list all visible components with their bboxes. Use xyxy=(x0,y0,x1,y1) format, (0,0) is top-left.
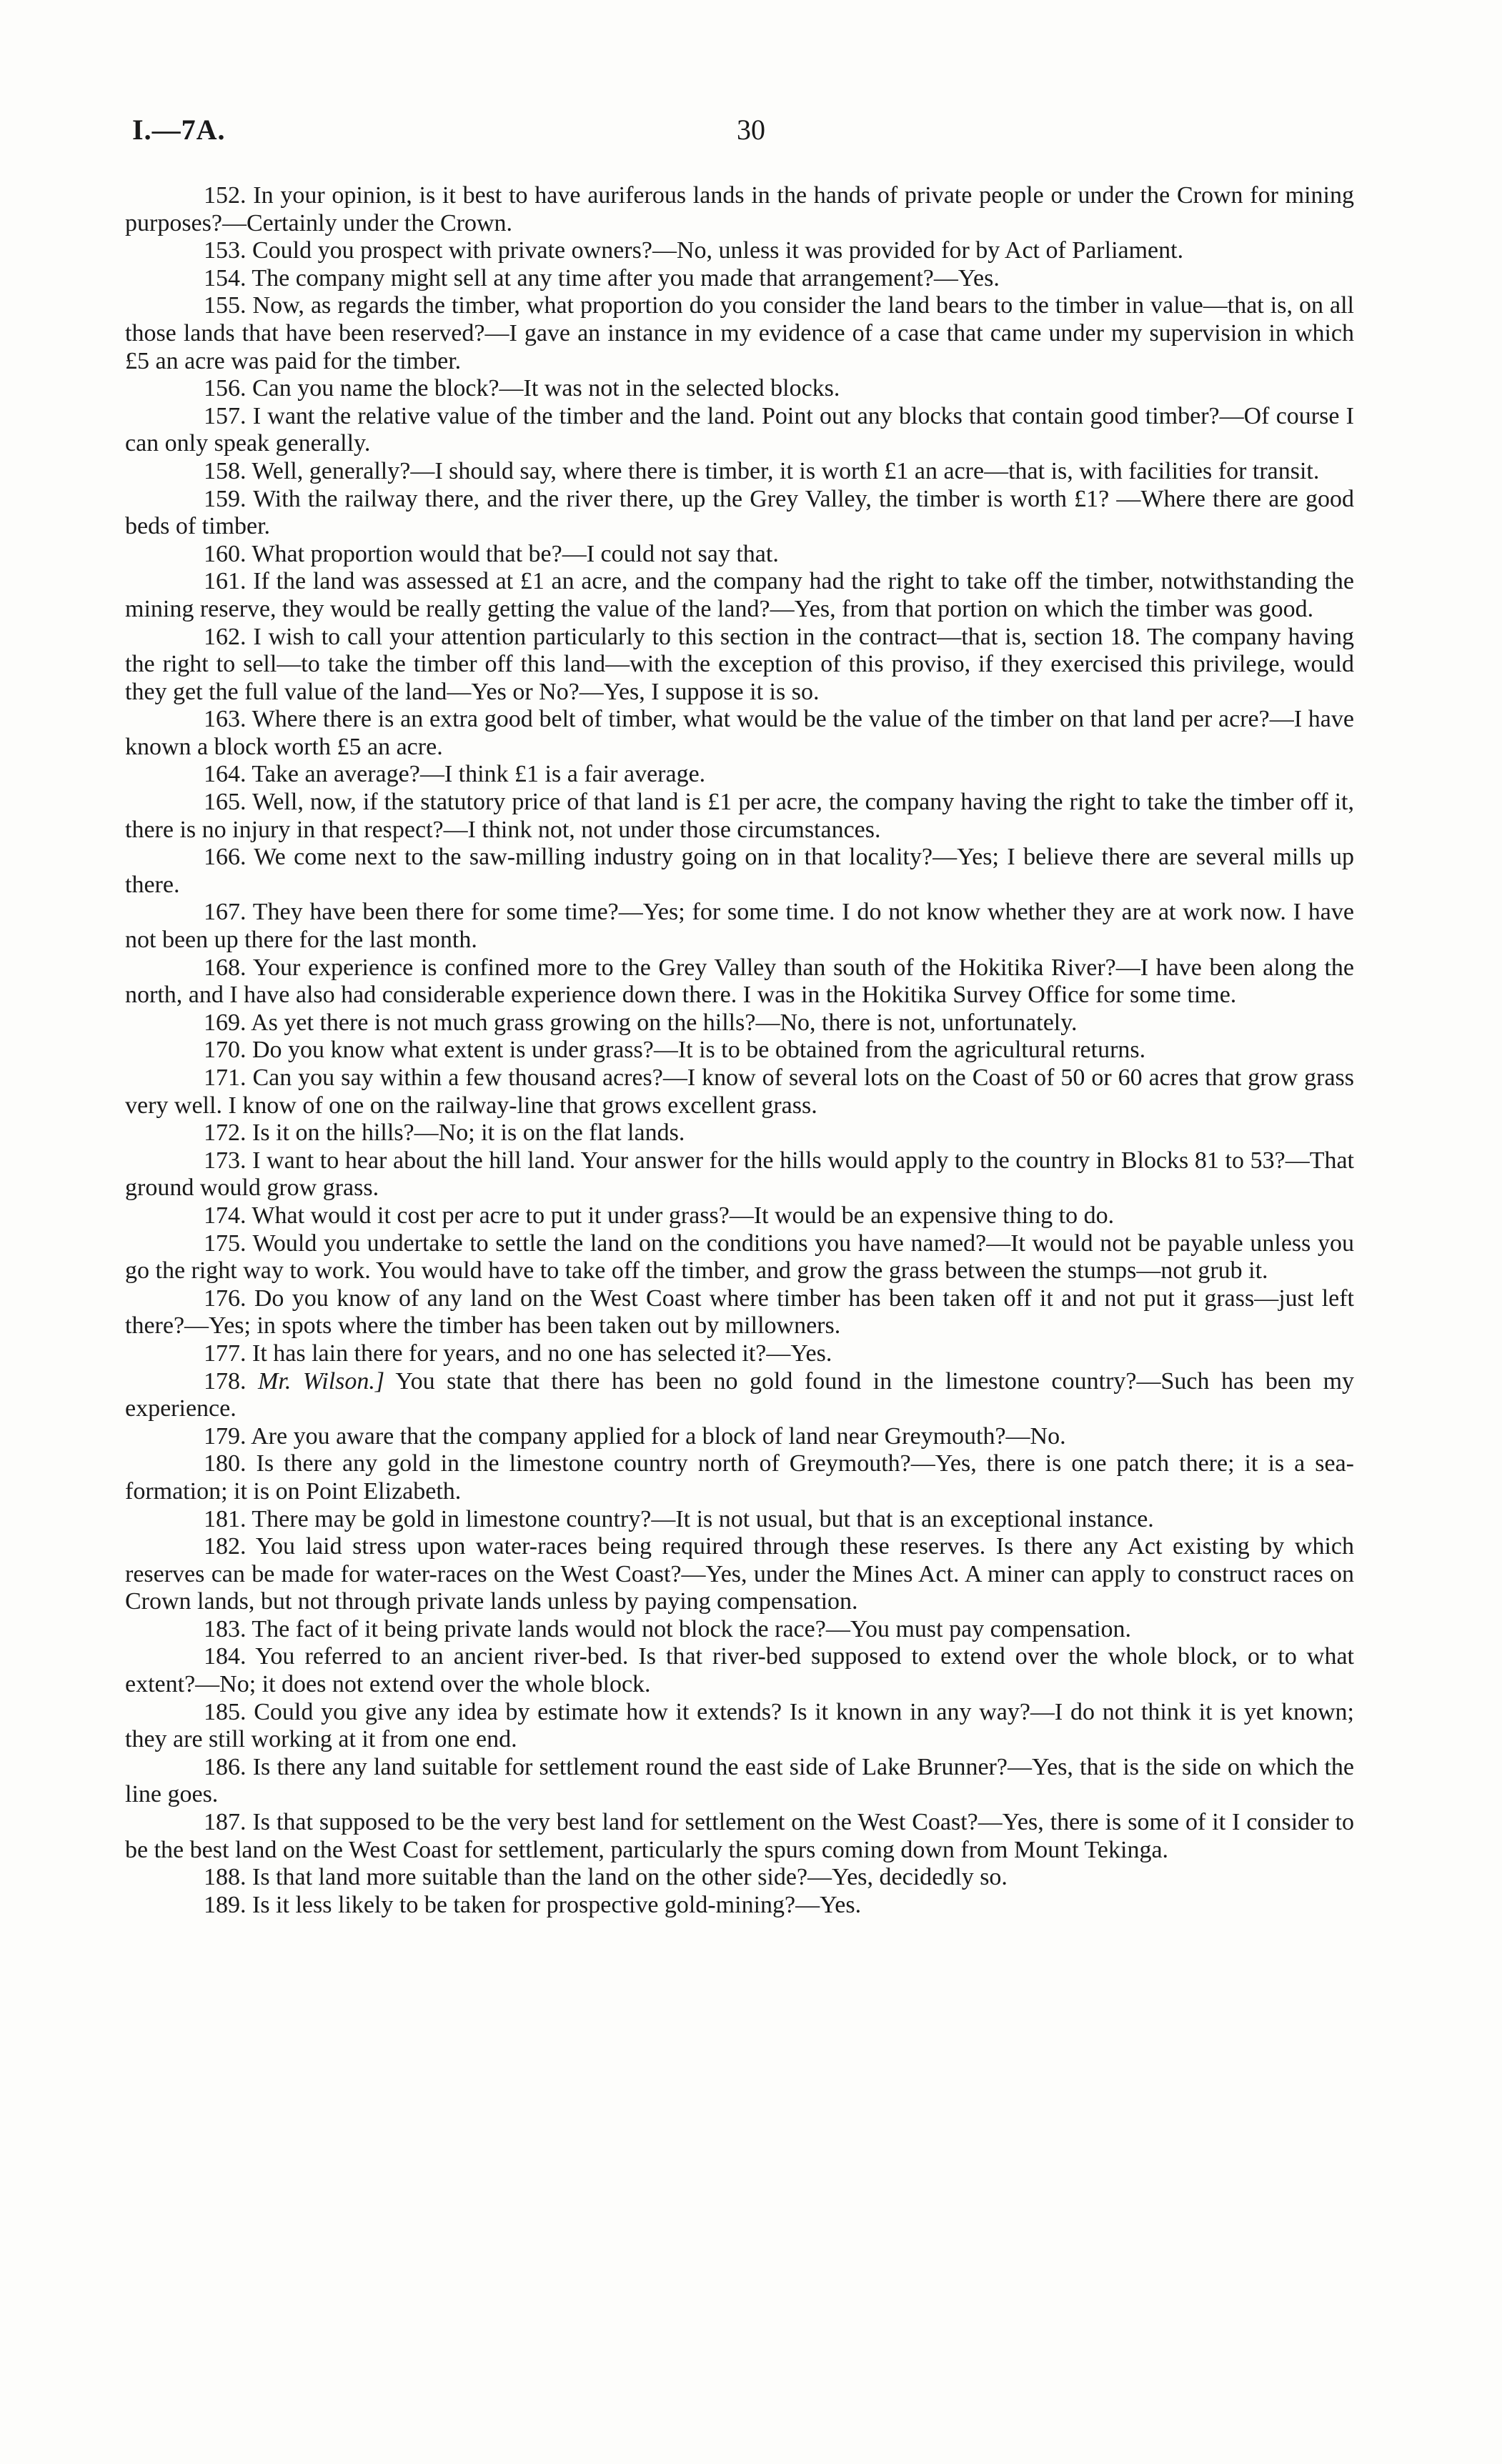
question-174: 174. What would it cost per acre to put it under grass?—It would be an expensive thing to do. xyxy=(204,1202,1115,1229)
parliamentary-paper-reference: I.—7A. xyxy=(132,114,226,146)
question-169: 169. As yet there is not much grass growing on the hills?—No, there is not, unfortunately. xyxy=(204,1009,1078,1036)
question-180: 180. Is there any gold in the limestone country north of Greymouth?—Yes, there is one patch there; it is a sea-formation; it is on Point Elizabeth. xyxy=(125,1450,1354,1505)
question-187: 187. Is that supposed to be the very best land for settlement on the West Coast?—Yes, there is some of it I consider to be the best land on the West Coast for settlement, particularly the spurs coming down from Mount Tekinga. xyxy=(125,1809,1354,1863)
question-160: 160. What proportion would that be?—I could not say that. xyxy=(204,540,779,567)
question-172: 172. Is it on the hills?—No; it is on the flat lands. xyxy=(204,1119,685,1147)
question-170: 170. Do you know what extent is under grass?—It is to be obtained from the agricultural returns. xyxy=(204,1037,1146,1064)
question-153: 153. Could you prospect with private owners?—No, unless it was provided for by Act of Parliament. xyxy=(204,237,1184,264)
question-188: 188. Is that land more suitable than the land on the other side?—Yes, decidedly so. xyxy=(204,1864,1008,1891)
question-189: 189. Is it less likely to be taken for prospective gold-mining?—Yes. xyxy=(204,1891,862,1918)
question-184: 184. You referred to an ancient river-bed. Is that river-bed supposed to extend over the whole block, or to what extent?—No; it does not extend over the whole block. xyxy=(125,1643,1354,1698)
question-152: 152. In your opinion, is it best to have auriferous lands in the hands of private people or under the Crown for mining purposes?—Certainly under the Crown. xyxy=(125,182,1354,236)
question-176: 176. Do you know of any land on the West Coast where timber has been taken off it and not put it grass—just left there?—Yes; in spots where the timber has been taken out by millowners. xyxy=(125,1285,1354,1340)
question-number: 178. xyxy=(204,1367,259,1395)
question-171: 171. Can you say within a few thousand acres?—I know of several lots on the Coast of 50 or 60 acres that grow grass very well. I know of one on the railway-line that grows excellent grass. xyxy=(125,1064,1354,1119)
question-165: 165. Well, now, if the statutory price of that land is £1 per acre, the company having the right to take the timber off it, there is no injury in that respect?—I think not, not under those circumstances. xyxy=(125,789,1354,843)
question-154: 154. The company might sell at any time after you made that arrangement?—Yes. xyxy=(204,264,1000,291)
question-159: 159. With the railway there, and the river there, up the Grey Valley, the timber is worth £1? —Where there are good beds of timber. xyxy=(125,485,1354,540)
question-166: 166. We come next to the saw-milling industry going on in that locality?—Yes; I believe there are several mills up there. xyxy=(125,844,1354,898)
question-161: 161. If the land was assessed at £1 an acre, and the company had the right to take off the timber, notwithstanding the mining reserve, they would be really getting the value of the land?—Yes, from that portion on which the timber was good. xyxy=(125,568,1354,622)
question-155: 155. Now, as regards the timber, what proportion do you consider the land bears to the timber in value—that is, on all those lands that have been reserved?—I gave an instance in my evidence of a case that came under my supervision in which £5 an acre was paid for the timber. xyxy=(125,292,1354,374)
question-156: 156. Can you name the block?—It was not in the selected blocks. xyxy=(204,375,840,402)
question-179: 179. Are you aware that the company applied for a block of land near Greymouth?—No. xyxy=(204,1422,1066,1450)
question-181: 181. There may be gold in limestone country?—It is not usual, but that is an exceptional instance. xyxy=(204,1505,1154,1532)
question-163: 163. Where there is an extra good belt of timber, what would be the value of the timber on that land per acre?—I have known a block worth £5 an acre. xyxy=(125,706,1354,760)
question-183: 183. The fact of it being private lands would not block the race?—You must pay compensation. xyxy=(204,1615,1132,1642)
question-177: 177. It has lain there for years, and no one has selected it?—Yes. xyxy=(204,1340,832,1367)
question-158: 158. Well, generally?—I should say, where there is timber, it is worth £1 an acre—that is, with facilities for transit. xyxy=(204,457,1320,484)
question-178 xyxy=(125,1368,1354,1423)
question-162: 162. I wish to call your attention particularly to this section in the contract—that is, section 18. The company having the right to sell—to take the timber off this land—with the exception of this proviso, if they exercised this privilege, would they get the full value of the land—Yes or No?—Yes, I suppose it is so. xyxy=(125,623,1354,705)
question-186: 186. Is there any land suitable for settlement round the east side of Lake Brunner?—Yes, that is the side on which the line goes. xyxy=(125,1753,1354,1808)
question-173: 173. I want to hear about the hill land. Your answer for the hills would apply to the country in Blocks 81 to 53?—That ground would grow grass. xyxy=(125,1147,1354,1202)
question-164: 164. Take an average?—I think £1 is a fair average. xyxy=(204,761,706,788)
question-157: 157. I want the relative value of the timber and the land. Point out any blocks that contain good timber?—Of course I can only speak generally. xyxy=(125,402,1354,457)
question-182: 182. You laid stress upon water-races being required through these reserves. Is there any Act existing by which reserves can be made for water-races on the West Coast?—Yes, under the Mines Act. A miner can apply to construct races on Crown lands, but not through private lands unless by paying compensation. xyxy=(125,1533,1354,1615)
question-185: 185. Could you give any idea by estimate how it extends? Is it known in any way?—I do not think it is yet known; they are still working at it from one end. xyxy=(125,1698,1354,1753)
question-168: 168. Your experience is confined more to the Grey Valley than south of the Hokitika River?—I have been along the north, and I have also had considerable experience down there. I was in the Hokitika Survey Office for some time. xyxy=(125,954,1354,1009)
page-header xyxy=(132,113,1370,156)
question-text: You state that there has been no gold found in the limestone country?—Such has been my experience. xyxy=(125,1367,1355,1422)
speaker-name: Mr. Wilson.] xyxy=(258,1367,385,1395)
page-number: 30 xyxy=(737,114,765,146)
evidence-body xyxy=(125,182,1354,1919)
question-175: 175. Would you undertake to settle the land on the conditions you have named?—It would not be payable unless you go the right way to work. You would have to take off the timber, and grow the grass between the stumps—not grub it. xyxy=(125,1229,1354,1285)
question-167: 167. They have been there for some time?—Yes; for some time. I do not know whether they are at work now. I have not been up there for the last month. xyxy=(125,899,1354,954)
